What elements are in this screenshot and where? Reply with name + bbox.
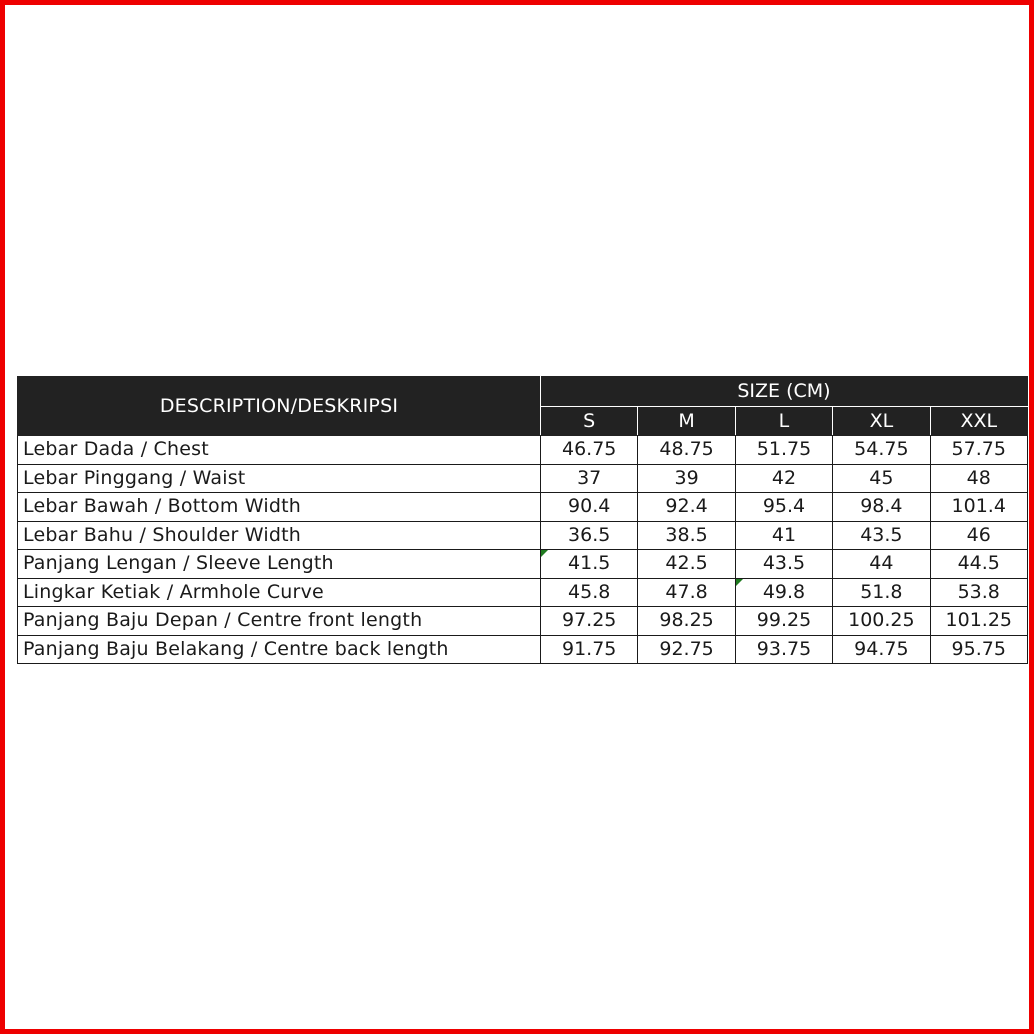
table-cell: 92.75 [638, 635, 735, 664]
table-cell: 39 [638, 464, 735, 493]
table-cell: 95.4 [735, 493, 832, 522]
table-row [18, 550, 1028, 579]
table-cell: 98.25 [638, 607, 735, 636]
row-label-centre-back-length: Panjang Baju Belakang / Centre back length [18, 635, 541, 664]
table-cell: 98.4 [833, 493, 930, 522]
size-column-xxl: XXL [930, 406, 1027, 436]
table-cell: 44 [833, 550, 930, 579]
table-cell: 47.8 [638, 578, 735, 607]
table-cell: 42.5 [638, 550, 735, 579]
table-cell: 91.75 [541, 635, 638, 664]
table-cell: 95.75 [930, 635, 1027, 664]
cell-marker-icon [541, 550, 548, 557]
table-cell: 97.25 [541, 607, 638, 636]
table-cell: 48.75 [638, 436, 735, 465]
table-cell: 42 [735, 464, 832, 493]
size-header: SIZE (CM) [541, 377, 1028, 407]
table-cell: 45 [833, 464, 930, 493]
table-cell: 99.25 [735, 607, 832, 636]
size-column-m: M [638, 406, 735, 436]
cell-marker-icon [736, 579, 743, 586]
row-label-armhole-curve: Lingkar Ketiak / Armhole Curve [18, 578, 541, 607]
table-cell: 44.5 [930, 550, 1027, 579]
table-cell: 101.4 [930, 493, 1027, 522]
table-row [18, 436, 1028, 465]
table-cell: 48 [930, 464, 1027, 493]
row-label-shoulder-width: Lebar Bahu / Shoulder Width [18, 521, 541, 550]
table-row [18, 635, 1028, 664]
size-column-l: L [735, 406, 832, 436]
row-label-waist: Lebar Pinggang / Waist [18, 464, 541, 493]
table-row [18, 578, 1028, 607]
table-cell: 57.75 [930, 436, 1027, 465]
size-column-s: S [541, 406, 638, 436]
size-chart-table [17, 376, 1028, 664]
size-chart [17, 376, 1027, 664]
description-header: DESCRIPTION/DESKRIPSI [18, 377, 541, 436]
table-cell: 93.75 [735, 635, 832, 664]
table-cell: 51.8 [833, 578, 930, 607]
table-cell [541, 550, 638, 579]
table-cell: 53.8 [930, 578, 1027, 607]
table-cell: 46 [930, 521, 1027, 550]
table-cell [735, 578, 832, 607]
row-label-bottom-width: Lebar Bawah / Bottom Width [18, 493, 541, 522]
row-label-chest: Lebar Dada / Chest [18, 436, 541, 465]
row-label-sleeve-length: Panjang Lengan / Sleeve Length [18, 550, 541, 579]
table-row [18, 493, 1028, 522]
table-row [18, 607, 1028, 636]
table-cell: 101.25 [930, 607, 1027, 636]
table-cell: 51.75 [735, 436, 832, 465]
table-cell: 54.75 [833, 436, 930, 465]
table-row [18, 521, 1028, 550]
table-cell: 46.75 [541, 436, 638, 465]
table-cell: 43.5 [735, 550, 832, 579]
table-cell: 38.5 [638, 521, 735, 550]
table-cell: 37 [541, 464, 638, 493]
table-cell: 94.75 [833, 635, 930, 664]
table-row [18, 464, 1028, 493]
table-cell: 90.4 [541, 493, 638, 522]
cell-value: 49.8 [762, 580, 806, 603]
cell-value: 41.5 [568, 552, 611, 575]
table-cell: 36.5 [541, 521, 638, 550]
table-cell: 45.8 [541, 578, 638, 607]
size-column-xl: XL [833, 406, 930, 436]
table-cell: 100.25 [833, 607, 930, 636]
table-cell: 41 [735, 521, 832, 550]
size-chart-header [18, 377, 1028, 436]
table-cell: 92.4 [638, 493, 735, 522]
size-chart-body [18, 436, 1028, 664]
row-label-centre-front-length: Panjang Baju Depan / Centre front length [18, 607, 541, 636]
table-cell: 43.5 [833, 521, 930, 550]
